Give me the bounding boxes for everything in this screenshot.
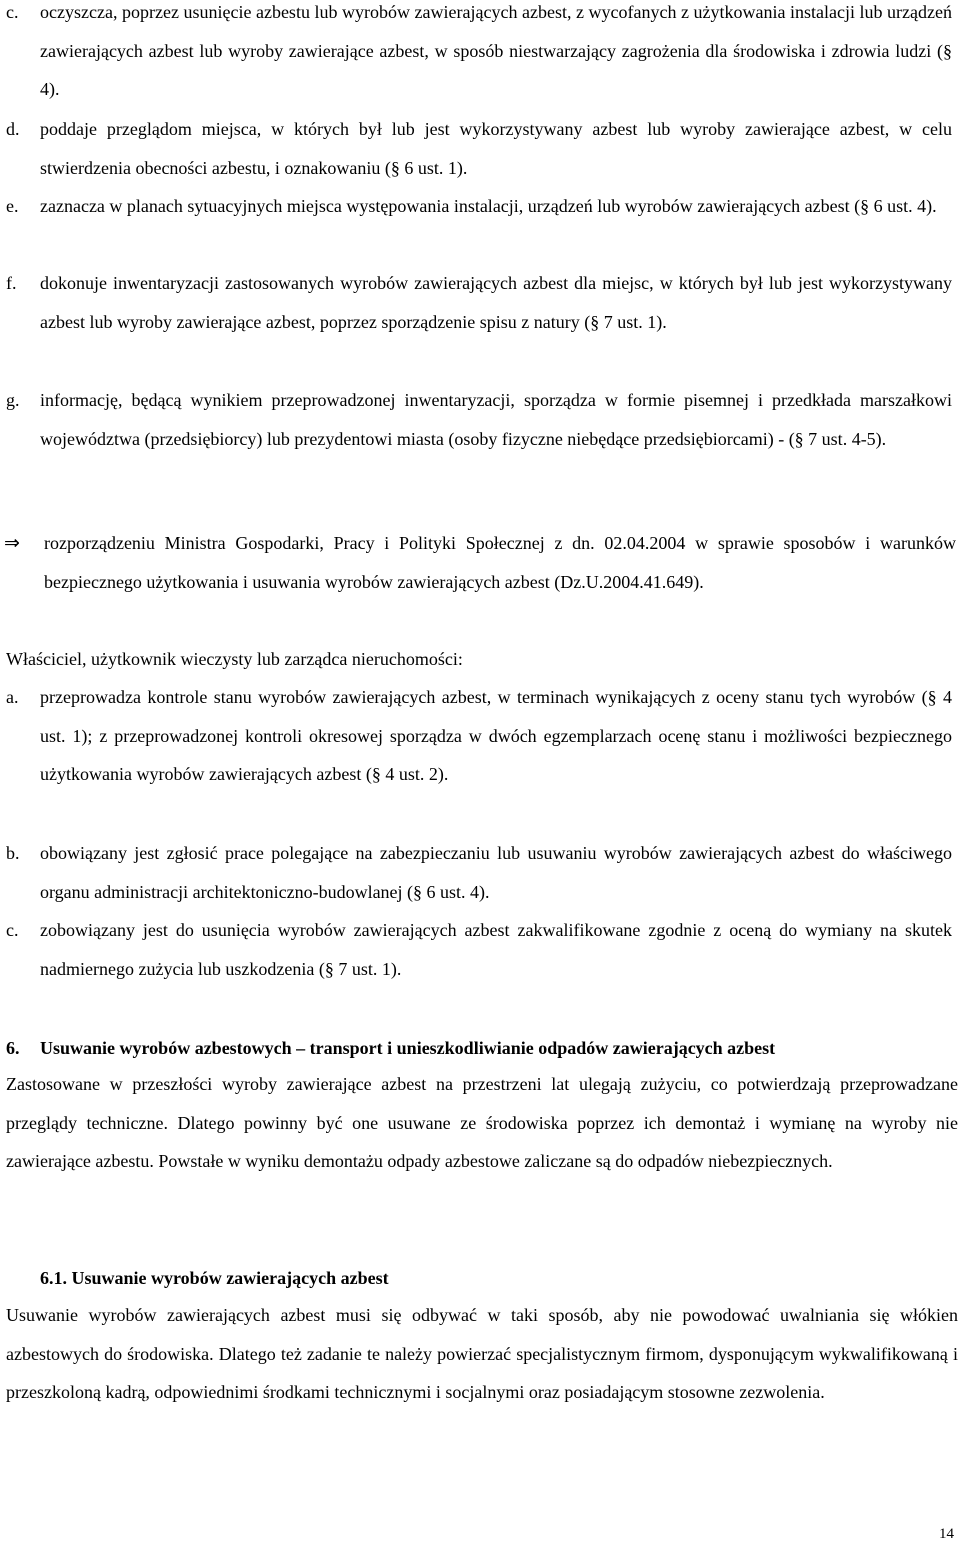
list-item-text: przeprowadza kontrole stanu wyrobów zawierających azbest, w terminach wynikających z oceny stanu tych wyrobów (§ 4 ust. 1); z przeprowadzonej kontroli okresowej sporządza w dwóch egzemplarzach ocenę stanu i możliwości bezpiecznego użytkowania wyrobów zawierających azbest (§ 4 ust. 2).	[40, 687, 952, 785]
regulation-text: rozporządzeniu Ministra Gospodarki, Pracy i Polityki Społecznej z dn. 02.04.2004 w sprawie sposobów i warunków bezpiecznego użytkowania i usuwania wyrobów zawierających azbest (Dz.U.2004.41.649).	[44, 533, 956, 592]
list-marker: c.	[6, 2, 19, 22]
list-item-text: oczyszcza, poprzez usunięcie azbestu lub wyrobów zawierających azbest, z wycofanych z użytkowania instalacji lub urządzeń zawierających azbest lub wyroby zawierające azbest, w sposób niestwarzający zagrożenia dla środowiska i zdrowia ludzi (§ 4).	[40, 2, 952, 100]
list-marker: e.	[6, 196, 19, 216]
section-heading	[6, 1036, 958, 1060]
list-item-text: zobowiązany jest do usunięcia wyrobów zawierających azbest zakwalifikowane zgodnie z oceną do wymiany na skutek nadmiernego zużycia lub uszkodzenia (§ 7 ust. 1).	[40, 920, 952, 979]
subsection-paragraph: Usuwanie wyrobów zawierających azbest musi się odbywać w taki sposób, aby nie powodować uwalniania się włókien azbestowych do środowiska. Dlatego też zadanie te należy powierzać specjalistycznym firmom, dysponującym wykwalifikowaną i przeszkoloną kadrą, odpowiednimi środkami technicznymi i socjalnymi oraz posiadającym stosowne zezwolenia.	[6, 1305, 958, 1403]
list-marker: c.	[6, 920, 19, 940]
list-item-text: poddaje przeglądom miejsca, w których był lub jest wykorzystywany azbest lub wyroby zawierające azbest, w celu stwierdzenia obecności azbestu, i oznakowaniu (§ 6 ust. 1).	[40, 119, 952, 178]
section-paragraph: Zastosowane w przeszłości wyroby zawierające azbest na przestrzeni lat ulegają zużyciu, co potwierdzają przeprowadzane przeglądy techniczne. Dlatego powinny być one usuwane ze środowiska poprzez ich demontaż i wymianę na wyroby nie zawierające azbestu. Powstałe w wyniku demontażu odpady azbestowe zaliczane są do odpadów niebezpiecznych.	[6, 1074, 958, 1172]
list-item-text: zaznacza w planach sytuacyjnych miejsca występowania instalacji, urządzeń lub wyrobów zawierających azbest (§ 6 ust. 4).	[40, 196, 937, 216]
list-marker: b.	[6, 843, 20, 863]
list-item-text: informację, będącą wynikiem przeprowadzonej inwentaryzacji, sporządza w formie pisemnej i przedkłada marszałkowi województwa (przedsiębiorcy) lub prezydentowi miasta (osoby fizyczne niebędące przedsiębiorcami) - (§ 7 ust. 4-5).	[40, 390, 952, 449]
section-number: 6.	[6, 1038, 20, 1058]
owner-heading: Właściciel, użytkownik wieczysty lub zarządca nieruchomości:	[6, 649, 463, 669]
list-marker: f.	[6, 273, 17, 293]
list-item-text: obowiązany jest zgłosić prace polegające na zabezpieczaniu lub usuwaniu wyrobów zawierających azbest do właściwego organu administracji architektoniczno-budowlanej (§ 6 ust. 4).	[40, 843, 952, 902]
list-marker: d.	[6, 119, 20, 139]
section-title: Usuwanie wyrobów azbestowych – transport i unieszkodliwianie odpadów zawierających azbest	[40, 1038, 776, 1058]
implies-arrow-icon: ⇒	[4, 532, 20, 554]
subsection-heading: 6.1. Usuwanie wyrobów zawierających azbest	[40, 1268, 389, 1288]
list-marker: g.	[6, 390, 20, 410]
list-item-text: dokonuje inwentaryzacji zastosowanych wyrobów zawierających azbest dla miejsc, w których był lub jest wykorzystywany azbest lub wyroby zawierające azbest, poprzez sporządzenie spisu z natury (§ 7 ust. 1).	[40, 273, 952, 332]
list-marker: a.	[6, 687, 19, 707]
page-number: 14	[939, 1526, 954, 1542]
